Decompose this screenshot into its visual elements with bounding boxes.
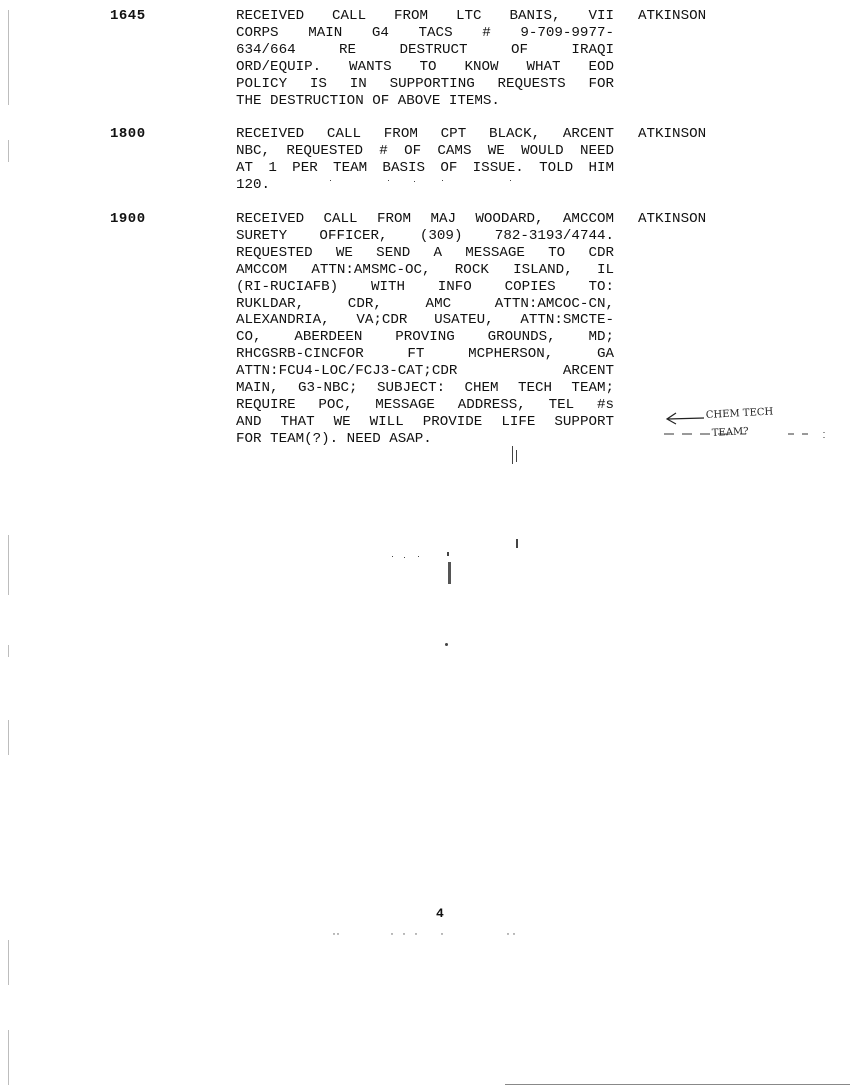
scan-edge-line (8, 720, 9, 755)
entry-text-line: NBC, REQUESTED # OF CAMS WE WOULD NEED (236, 142, 614, 159)
entry-text-line: RHCGSRB-CINCFOR FT MCPHERSON, GA (236, 346, 614, 363)
entry-text-line: AND THAT WE WILL PROVIDE LIFE SUPPORT (236, 413, 614, 430)
entry-text-line: RUKLDAR, CDR, AMC ATTN:AMCOC-CN, (236, 295, 614, 312)
entry-text-line: POLICY IS IN SUPPORTING REQUESTS FOR (236, 75, 614, 92)
scan-artifact (392, 556, 393, 557)
scan-edge-line (8, 10, 9, 105)
entry-text-line: REQUIRE POC, MESSAGE ADDRESS, TEL #s (236, 396, 614, 413)
scan-edge-line (8, 940, 9, 985)
scan-artifact (442, 180, 443, 181)
entry-author: ATKINSON (638, 8, 707, 24)
scan-edge-line (8, 535, 9, 595)
entry-text-line: REQUESTED WE SEND A MESSAGE TO CDR (236, 244, 614, 261)
dashed-underline (660, 428, 840, 440)
entry-text-line: MAIN, G3-NBC; SUBJECT: CHEM TECH TEAM; (236, 380, 614, 397)
scan-artifact (418, 556, 419, 557)
entry-text-line: AMCCOM ATTN:AMSMC-OC, ROCK ISLAND, IL (236, 261, 614, 278)
left-arrow-icon (667, 413, 704, 424)
scan-artifact (404, 557, 405, 558)
entry-text-line: 634/664 RE DESTRUCT OF IRAQI (236, 41, 614, 58)
entry-text-line: AT 1 PER TEAM BASIS OF ISSUE. TOLD HIM (236, 159, 614, 176)
entry-text-line: ORD/EQUIP. WANTS TO KNOW WHAT EOD (236, 58, 614, 75)
scan-artifact (512, 446, 513, 464)
scan-artifact (330, 180, 331, 181)
entry-time: 1800 (110, 126, 146, 142)
entry-time: 1900 (110, 211, 146, 227)
handwritten-note-line1: CHEM TECH (705, 406, 774, 421)
entry-text (236, 8, 614, 109)
scan-artifact (388, 180, 389, 181)
scan-bottom-edge (505, 1084, 850, 1085)
entry-text-line: THE DESTRUCTION OF ABOVE ITEMS. (236, 92, 500, 109)
scan-edge-line (8, 1030, 9, 1085)
handwritten-note (664, 400, 814, 450)
page-number: 4 (436, 906, 444, 921)
scan-artifact (414, 181, 415, 182)
entry-text-line: RECEIVED CALL FROM CPT BLACK, ARCENT (236, 126, 614, 142)
entry-time: 1645 (110, 8, 146, 24)
entry-text-line: RECEIVED CALL FROM MAJ WOODARD, AMCCOM (236, 211, 614, 227)
entry-text-line: 120. (236, 176, 271, 193)
entry-text-line: (RI-RUCIAFB) WITH INFO COPIES TO: (236, 278, 614, 295)
scan-artifact-dots (330, 928, 530, 936)
scan-artifact (447, 552, 449, 556)
scan-artifact (510, 180, 511, 181)
scan-artifact (448, 562, 451, 584)
entry-text-line: ATTN:FCU4-LOC/FCJ3-CAT;CDR ARCENT (236, 363, 614, 380)
entry-text-line: ALEXANDRIA, VA;CDR USATEU, ATTN:SMCTE- (236, 312, 614, 329)
scan-artifact (516, 450, 517, 462)
handwritten-note-line2: TEAM? (711, 426, 749, 439)
scan-edge-line (8, 140, 9, 162)
entry-text (236, 211, 614, 448)
scan-artifact (445, 643, 448, 646)
scan-edge-line (8, 645, 9, 657)
entry-text (236, 126, 614, 194)
entry-text-line: CO, ABERDEEN PROVING GROUNDS, MD; (236, 329, 614, 346)
entry-author: ATKINSON (638, 211, 707, 227)
entry-text-line: SURETY OFFICER, (309) 782-3193/4744. (236, 227, 614, 244)
entry-text-line: FOR TEAM(?). NEED ASAP. (236, 430, 432, 447)
entry-text-line: CORPS MAIN G4 TACS # 9-709-9977- (236, 24, 614, 41)
scan-artifact (516, 539, 518, 548)
entry-author: ATKINSON (638, 126, 707, 142)
entry-text-line: RECEIVED CALL FROM LTC BANIS, VII (236, 8, 614, 24)
